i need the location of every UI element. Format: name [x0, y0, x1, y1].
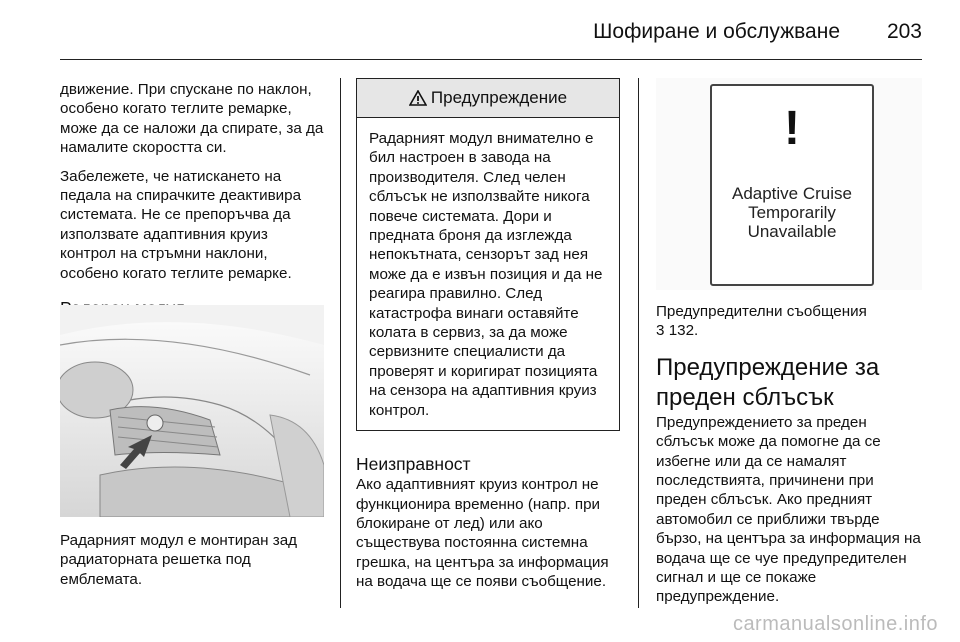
section-heading-malfunction: Неизправност: [356, 454, 471, 475]
header-divider: [60, 59, 922, 60]
column-3-text: [656, 302, 922, 607]
warning-box: [356, 78, 620, 431]
exclamation-icon: !: [784, 102, 800, 155]
warning-triangle-icon: [409, 90, 427, 106]
cross-reference[interactable]: Предупредителни съобщения 3 132.: [656, 303, 867, 340]
warning-body: Радарният модул внимателно е бил настроен в завода на производителя. След челен сблъсък не използвайте никога повече системата. Дори и предната броня да изглежда непокътната, сензорът зад нея може да е извън позиция и да не реагира правилно. След катастрофа винаги оставяйте колата в сервиз, за да може сервизните специалисти да проверят и коригират позицията на сензора на адаптивния круиз контрол.: [369, 130, 603, 419]
illustration-caption: Радарният модул е монтиран зад радиаторната решетка под емблемата.: [60, 532, 298, 588]
driver-info-display-illustration: [656, 78, 922, 290]
arrow-icon: 3: [656, 322, 665, 340]
column-divider-left: [340, 78, 341, 608]
warning-header: [357, 79, 619, 118]
column-2: [356, 78, 621, 592]
column-divider-right: [638, 78, 639, 608]
paragraph: Ако адаптивният круиз контрол не функционира временно (напр. при блокиране от лед) или ако съществува постоянна системна грешка, на центъра за информация на водача ще се появи съобщение.: [356, 476, 609, 591]
car-front-icon: [60, 305, 324, 517]
paragraph: движение. При спускане по наклон, особено когато теглите ремарке, може да се наложи да спирате, за да намалите скоростта си.: [60, 81, 324, 157]
paragraph: Забележете, че натискането на педала на спирачките деактивира системата. Не се препоръчва да използвате адаптивния круиз контрол на стръмни наклони, особено когато теглите ремарке.: [60, 167, 302, 282]
page-number: 203: [886, 20, 922, 43]
warning-title: Предупреждение: [430, 88, 568, 107]
section-heading-collision: Предупреждение за преден сблъсък: [656, 353, 880, 411]
radar-module-illustration: [60, 305, 324, 517]
display-screen: [710, 84, 874, 286]
column-1: [60, 80, 328, 319]
display-message: Adaptive Cruise Temporarily Unavailable: [731, 184, 852, 241]
paragraph: Предупреждението за преден сблъсък може да помогне да се избегне или да се намалят последствията, причинени при преден сблъсък. Ако предният автомобил се приближи твърде бързо, на центъра за информация на водача ще се чуе предупредителен сигнал и ще се покаже предупреждение.: [656, 413, 921, 606]
watermark: carmanualsonline.info: [732, 613, 938, 635]
section-title: Шофиране и обслужване: [593, 20, 840, 43]
page-header: [60, 0, 922, 60]
